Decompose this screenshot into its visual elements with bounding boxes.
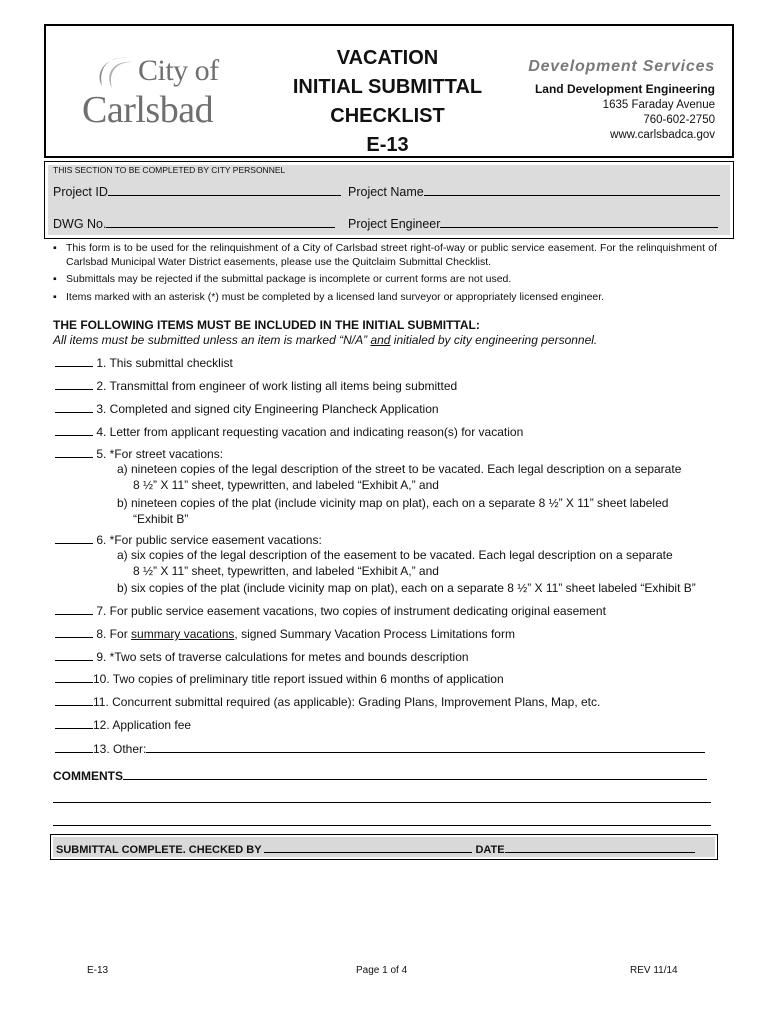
footer-page-number: Page 1 of 4: [356, 965, 408, 976]
checklist-subitem-6a: a) six copies of the legal description of the easement to be vacated. Each legal description on a separate 8 ½” X 11” sheet, typewritten, and labeled “Exhibit A,” and: [117, 548, 673, 578]
checklist-item-8: 8. For summary vacations, signed Summary Vacation Process Limitations form: [55, 626, 515, 642]
project-engineer-line[interactable]: [440, 215, 718, 228]
date-label: DATE: [475, 844, 505, 856]
project-name-label: Project Name: [348, 185, 424, 199]
summary-vacations-link[interactable]: summary vacations: [131, 627, 235, 641]
initial-blank[interactable]: [55, 446, 93, 458]
title-line: CHECKLIST: [330, 105, 445, 127]
project-id-line[interactable]: [108, 183, 341, 196]
initial-blank[interactable]: [55, 717, 93, 729]
dwg-no-label: DWG No.: [53, 217, 107, 231]
section-note: THIS SECTION TO BE COMPLETED BY CITY PERSONNEL: [53, 165, 286, 175]
comments-line[interactable]: [53, 825, 711, 826]
items-heading: THE FOLLOWING ITEMS MUST BE INCLUDED IN THE INITIAL SUBMITTAL:: [53, 318, 480, 332]
checklist-item-1: 1. This submittal checklist: [55, 355, 233, 371]
project-id-field[interactable]: [53, 183, 341, 199]
comments-line[interactable]: [53, 802, 711, 803]
initial-blank[interactable]: [55, 741, 93, 753]
initial-blank[interactable]: [55, 424, 93, 436]
footer-revision: REV 11/14: [630, 965, 678, 976]
checklist-item-3: 3. Completed and signed city Engineering Plancheck Application: [55, 401, 439, 417]
initial-blank[interactable]: [55, 532, 93, 544]
checklist-subitem-5b: b) nineteen copies of the plat (include vicinity map on plat), each on a separate 8 ½” X 11” sheet labeled “Exhibit B”: [117, 496, 669, 526]
title-line: E-13: [366, 134, 409, 156]
initial-blank[interactable]: [55, 355, 93, 367]
initial-blank[interactable]: [55, 626, 93, 638]
initial-blank[interactable]: [55, 378, 93, 390]
dwg-no-field[interactable]: [53, 215, 335, 231]
project-id-label: Project ID: [53, 185, 108, 199]
other-line[interactable]: [146, 740, 705, 753]
date-line[interactable]: [505, 840, 695, 853]
checklist-item-9: 9. *Two sets of traverse calculations for metes and bounds description: [55, 649, 469, 665]
project-name-field[interactable]: [348, 183, 720, 199]
footer-form-number: E-13: [87, 965, 109, 976]
checklist-item-2: 2. Transmittal from engineer of work listing all items being submitted: [55, 378, 457, 394]
department-info: [500, 58, 715, 141]
dwg-no-line[interactable]: [106, 215, 335, 228]
address: 1635 Faraday Avenue: [602, 99, 715, 111]
checklist-item-7: 7. For public service easement vacations, two copies of instrument dedicating original easement: [55, 603, 606, 619]
checklist-item-12: 12. Application fee: [55, 717, 191, 733]
checklist-item-13: 13. Other:: [55, 740, 705, 757]
checklist-item-4: 4. Letter from applicant requesting vacation and indicating reason(s) for vacation: [55, 424, 523, 440]
project-name-line[interactable]: [424, 183, 720, 196]
division-name: Land Development Engineering: [534, 82, 715, 96]
checklist-subitem-5a: a) nineteen copies of the legal description of the street to be vacated. Each legal description on a separate 8 ½” X 11” sheet, typewritten, and labeled “Exhibit A,” and: [117, 462, 682, 492]
form-title: [270, 44, 505, 160]
checklist-item-11: 11. Concurrent submittal required (as applicable): Grading Plans, Improvement Plans, Map, etc.: [55, 694, 600, 710]
project-engineer-label: Project Engineer: [348, 217, 441, 231]
title-line: INITIAL SUBMITTAL: [292, 76, 483, 98]
city-logo: [80, 52, 240, 132]
dept-name: Development Services: [528, 58, 715, 75]
checked-by-label: SUBMITTAL COMPLETE. CHECKED BY: [56, 844, 262, 856]
checklist-item-10: 10. Two copies of preliminary title report issued within 6 months of application: [55, 671, 504, 687]
bullet-square-icon: ▪: [53, 242, 57, 254]
comments-line[interactable]: [123, 767, 707, 780]
project-engineer-field[interactable]: [348, 215, 718, 231]
comments-label: COMMENTS: [53, 769, 123, 783]
items-instruction: All items must be submitted unless an item is marked “N/A” and initialed by city engineering personnel.: [53, 333, 598, 347]
logo-city-text: City of: [138, 54, 219, 87]
submittal-complete-row: [56, 840, 695, 856]
initial-blank[interactable]: [55, 401, 93, 413]
initial-blank[interactable]: [55, 603, 93, 615]
note-bullet: ▪ This form is to be used for the relinquishment of a City of Carlsbad street right-of-way or public service easement. For the relinquishment of Carlsbad Municipal Water District easements, please use the Quitclaim Submittal Checklist.: [53, 242, 717, 268]
note-bullet: ▪ Items marked with an asterisk (*) must be completed by a licensed land surveyor or appropriately licensed engineer.: [53, 291, 605, 303]
checklist-subitem-6b: b) six copies of the plat (include vicinity map on plat), each on a separate 8 ½” X 11” sheet labeled “Exhibit B”: [117, 581, 696, 595]
initial-blank[interactable]: [55, 649, 93, 661]
bullet-square-icon: ▪: [53, 273, 57, 285]
initial-blank[interactable]: [55, 671, 93, 683]
checklist-item-5: 5. *For street vacations:: [55, 446, 223, 462]
note-bullet: ▪ Submittals may be rejected if the submittal package is incomplete or current forms are not used.: [53, 273, 512, 285]
website-link[interactable]: www.carlsbadca.gov: [610, 129, 715, 141]
logo-carlsbad-text: Carlsbad: [82, 89, 214, 131]
bullet-square-icon: ▪: [53, 291, 57, 303]
checked-by-line[interactable]: [264, 840, 472, 853]
comments-field[interactable]: [53, 767, 707, 783]
title-line: VACATION: [336, 47, 439, 69]
phone: 760-602-2750: [643, 114, 715, 126]
checklist-item-6: 6. *For public service easement vacations:: [55, 532, 322, 548]
initial-blank[interactable]: [55, 694, 93, 706]
